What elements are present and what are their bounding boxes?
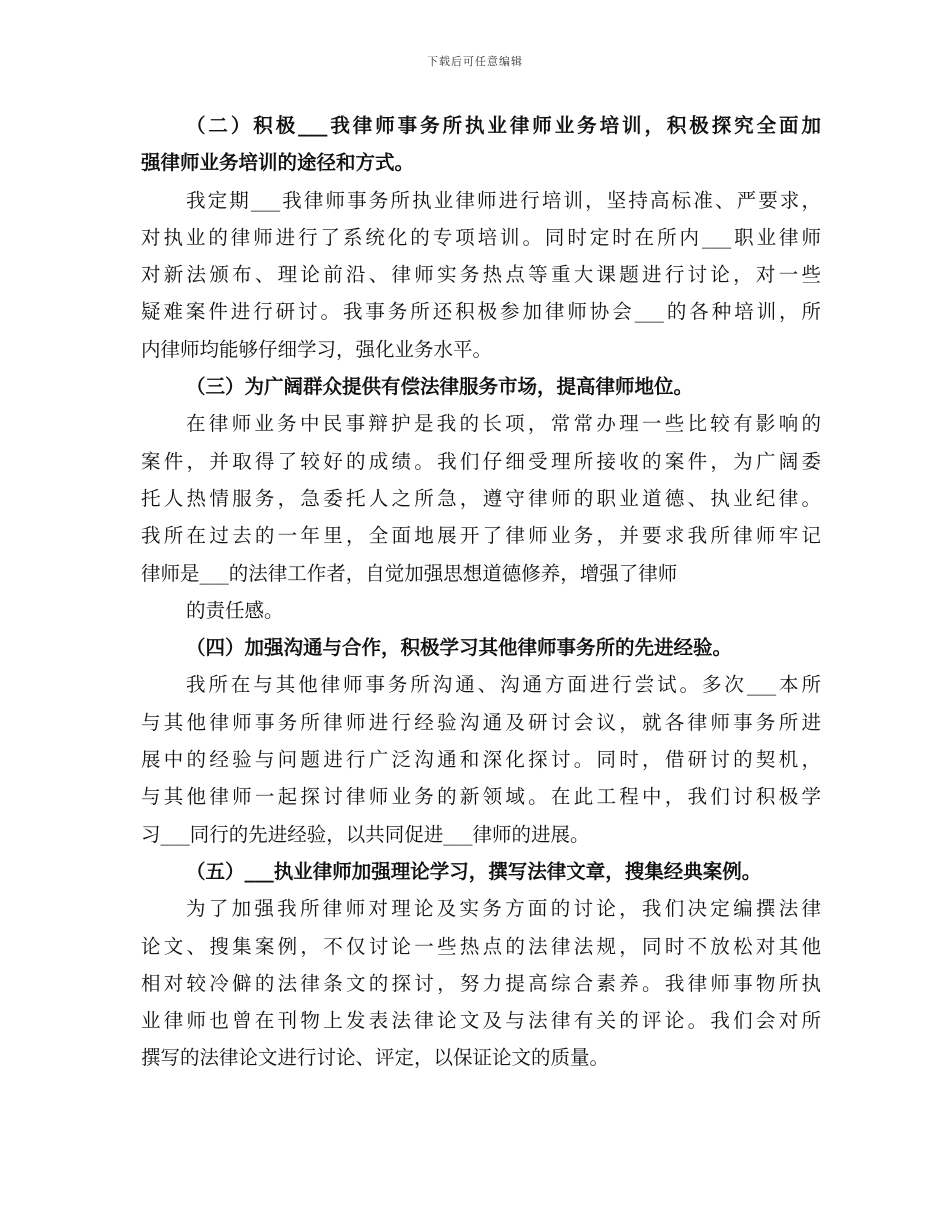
section-heading: （二）积极___我律师事务所执业律师业务培训，积极探究全面加 [186, 114, 821, 137]
section-heading: 强律师业务培训的途径和方式。 [141, 151, 415, 175]
paragraph-line: 案件，并取得了较好的成绩。我们仔细受理所接收的案件，为广阔委 [141, 449, 821, 473]
paragraph-line: 托人热情服务，急委托人之所急，遵守律师的职业道德、执业纪律。 [141, 486, 821, 510]
paragraph-line: 相对较冷僻的法律条文的探讨，努力提高综合素养。我律师事物所执 [141, 971, 821, 995]
section-heading: （四）加强沟通与合作，积极学习其他律师事务所的先进经验。 [186, 636, 733, 660]
paragraph-line: 业律师也曾在刊物上发表法律论文及与法律有关的评论。我们会对所 [141, 1009, 821, 1033]
document-body [141, 107, 821, 1077]
paragraph-line: 为了加强我所律师对理论及实务方面的讨论，我们决定编撰法律 [186, 897, 821, 921]
paragraph-line: 展中的经验与问题进行广泛沟通和深化探讨。同时，借研讨的契机， [141, 748, 821, 772]
paragraph-line: 的责任感。 [186, 598, 284, 622]
paragraph-line: 撰写的法律论文进行讨论、评定，以保证论文的质量。 [141, 1046, 610, 1070]
paragraph-line: 内律师均能够仔细学习，强化业务水平。 [141, 337, 493, 361]
paragraph-line: 对新法颁布、理论前沿、律师实务热点等重大课题进行讨论，对一些 [141, 263, 821, 287]
paragraph-line: 与其他律师一起探讨律师业务的新领域。在此工程中，我们讨积极学 [141, 785, 821, 809]
paragraph-line: 习___同行的先进经验，以共同促进___律师的进展。 [141, 822, 590, 846]
paragraph-line: 我定期___我律师事务所执业律师进行培训，坚持高标准、严要求， [186, 188, 821, 212]
paragraph-line: 我所在过去的一年里，全面地展开了律师业务，并要求我所律师牢记 [141, 524, 821, 548]
paragraph-line: 论文、搜集案例，不仅讨论一些热点的法律法规，同时不放松对其他 [141, 934, 821, 958]
paragraph-line: 我所在与其他律师事务所沟通、沟通方面进行尝试。多次___本所 [186, 673, 821, 697]
paragraph-line: 在律师业务中民事辩护是我的长项，常常办理一些比较有影响的 [186, 412, 821, 436]
page-header: 下载后可任意编辑 [427, 55, 523, 68]
paragraph-line: 与其他律师事务所律师进行经验沟通及研讨会议，就各律师事务所进 [141, 710, 821, 734]
section-heading: （三）为广阔群众提供有偿法律服务市场，提高律师地位。 [186, 375, 694, 399]
section-heading: （五）___执业律师加强理论学习，撰写法律文章，搜集经典案例。 [186, 859, 762, 883]
paragraph-line: 疑难案件进行研讨。我事务所还积极参加律师协会___的各种培训，所 [141, 300, 821, 324]
paragraph-line: 对执业的律师进行了系统化的专项培训。同时定时在所内___职业律师 [141, 225, 821, 249]
paragraph-line: 律师是___的法律工作者，自觉加强思想道德修养，增强了律师 [141, 561, 678, 585]
